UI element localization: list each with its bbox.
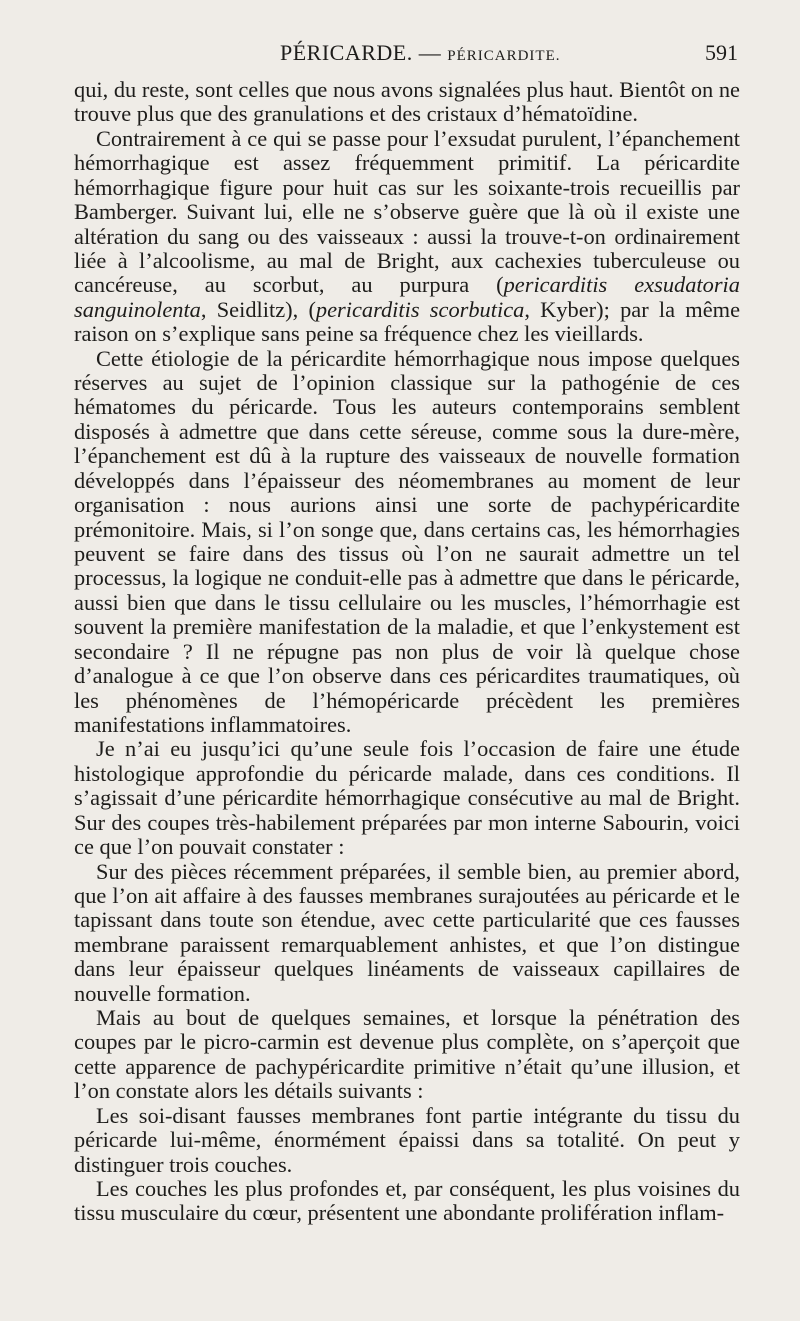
running-title [280, 40, 561, 66]
paragraph: Cette étiologie de la péricardite hémorrhagique nous impose quelques réserves au sujet de l’opinion classique sur la pathogénie de ces hématomes du péricarde. Tous les auteurs contemporains semblent disposés à admettre que dans cette séreuse, comme sous la dure-mère, l’épanchement est dû à la rupture des vaisseaux de nouvelle formation développés dans l’épaisseur des néomembranes au moment de leur organisation : nous aurions ainsi une sorte de pachypéricardite prémonitoire. Mais, si l’on songe que, dans certains cas, les hémorrhagies peuvent se faire dans des tissus où l’on ne saurait admettre un tel processus, la logique ne conduit-elle pas à admettre que dans le péricarde, aussi bien que dans le tissu cellulaire ou les muscles, l’hémorrhagie est souvent la première manifestation de la maladie, et que l’enkystement est secondaire ? Il ne répugne pas non plus de voir là quelque chose d’analogue à ce que l’on observe dans ces péricardites traumatiques, où les phénomènes de l’hémopéricarde précèdent les premières manifestations inflammatoires. [74, 345, 740, 737]
paragraph: Les soi-disant fausses membranes font partie intégrante du tissu du péricarde lui-même, énormément épaissi dans sa totalité. On peut y distinguer trois couches. [74, 1102, 740, 1177]
running-header [74, 40, 740, 72]
paragraph: Je n’ai eu jusqu’ici qu’une seule fois l’occasion de faire une étude histologique approfondie du péricarde malade, dans ces conditions. Il s’agissait d’une péricardite hémorrhagique consécutive au mal de Bright. Sur des coupes très-habilement préparées par mon interne Sabourin, voici ce que l’on pouvait constater : [74, 736, 740, 860]
paragraph-text: , Kyber); par la même raison on s’explique sans peine sa fréquence chez les vieillards. [74, 296, 741, 347]
paragraph-text: Contrairement à ce qui se passe pour l’exsudat purulent, l’épanchement hémorrhagique est assez fréquemment primitif. La péricardite hémorrhagique figure pour huit cas sur les soixante-trois recueillis par Bamberger. Suivant lui, elle ne s’observe guère que là où il existe une altération du sang ou des vaisseaux : aussi la trouve-t-on ordinairement liée à l’alcoolisme, au mal de Bright, aux cachexies tuberculeuse ou cancéreuse, au scorbut, au purpura ( [74, 125, 740, 298]
paragraph: qui, du reste, sont celles que nous avons signalées plus haut. Bientôt on ne trouve plus que des granulations et des cristaux d’hématoïdine. [74, 77, 740, 127]
running-title-main: PÉRICARDE. — [280, 40, 448, 65]
paragraph-text: , Seidlitz), ( [200, 296, 316, 322]
paragraph: Mais au bout de quelques semaines, et lorsque la pénétration des coupes par le picro-carmin est devenue plus complète, on s’aperçoit que cette apparence de pachypéricardite primitive n’était qu’une illusion, et l’on constate alors les détails suivants : [74, 1005, 740, 1104]
body-text [74, 78, 740, 1226]
paragraph: Sur des pièces récemment préparées, il semble bien, au premier abord, que l’on ait affaire à des fausses membranes surajoutées au péricarde et le tapissant dans toute son étendue, avec cette particularité que ces fausses membrane paraissent remarquablement anhistes, et que l’on distingue dans leur épaisseur quelques linéaments de vaisseaux capillaires de nouvelle formation. [74, 858, 740, 1006]
paragraph: Les couches les plus profondes et, par conséquent, les plus voisines du tissu musculaire du cœur, présentent une abondante prolifération inflam- [74, 1175, 740, 1226]
page-number: 591 [705, 40, 738, 65]
paragraph [74, 127, 740, 347]
latin-term: pericarditis scorbutica [315, 296, 525, 322]
running-title-sub: PÉRICARDITE. [447, 48, 561, 64]
latin-term: pericarditis exsudatoria sanguinolenta [74, 272, 740, 322]
